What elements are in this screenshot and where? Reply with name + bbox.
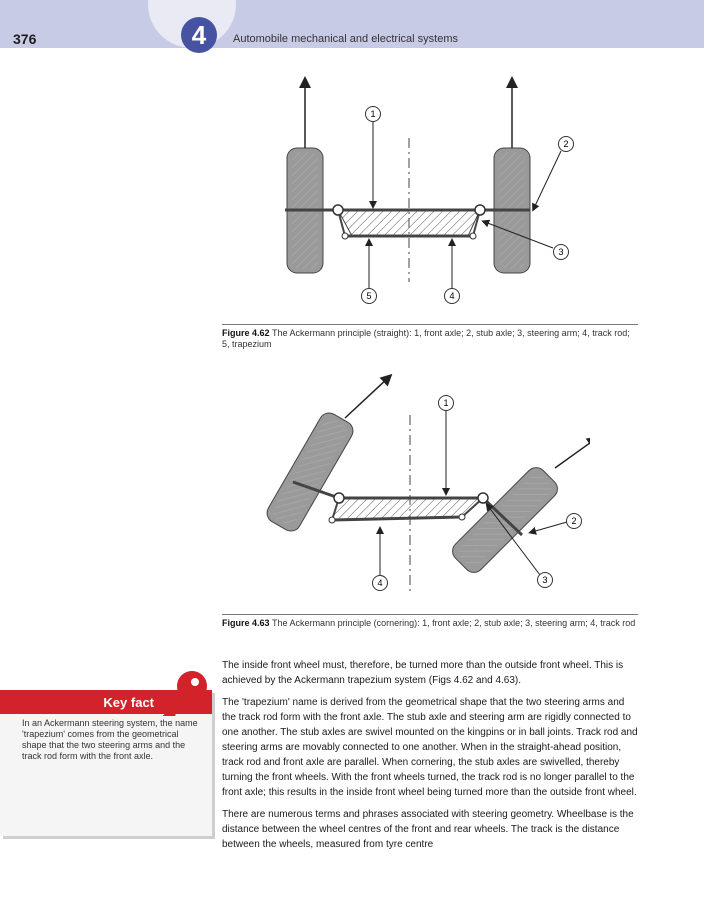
key-fact-text: In an Ackermann steering system, the name 'trapezium' comes from the geometrical shape that the two steering arms and the track rod form with the front axle. — [22, 718, 198, 761]
callout-3: 3 — [558, 247, 564, 257]
body-paragraph-2: The 'trapezium' name is derived from the geometrical shape that the two steering arms and the track rod form with the front axle. The stub axle and steering arm are rigidly connected to one another. The stub axles are swivel mounted on the kingpins or in ball joints. Track rod and steering arms are movably connected to one another. When in the straight-ahead position, track rod and front axle are parallel. When cornering, the stub axles are swivelled, thereby turning the front wheels. With the front wheels turned, the track rod is no longer parallel to the front axle; this results in the inside front wheel being turned more than the outside front wheel. — [222, 697, 638, 798]
callout-4: 4 — [377, 578, 383, 588]
callout-1: 1 — [370, 109, 376, 119]
figure-4-63-caption — [222, 614, 638, 629]
track-rod-joint-right — [470, 233, 476, 239]
body-text — [222, 658, 640, 859]
figure-4-62-caption — [222, 324, 638, 350]
figure-4-63-label: Figure 4.63 — [222, 618, 270, 628]
leader-2 — [534, 151, 561, 208]
key-fact-title: Key fact — [103, 695, 154, 710]
track-rod-joint-right — [459, 514, 465, 520]
running-title: Automobile mechanical and electrical systems — [233, 33, 458, 45]
leader-2 — [532, 522, 567, 532]
callout-5: 5 — [366, 291, 372, 301]
direction-arrow-right — [555, 440, 590, 468]
kingpin-left — [333, 205, 343, 215]
callout-3: 3 — [542, 575, 548, 585]
track-rod-joint-left — [329, 517, 335, 523]
kingpin-right — [478, 493, 488, 503]
figure-4-62-diagram — [275, 68, 585, 313]
callout-4: 4 — [449, 291, 455, 301]
figure-4-62-caption-text: The Ackermann principle (straight): 1, front axle; 2, stub axle; 3, steering arm; 4, track rod; 5, trapezium — [222, 328, 630, 349]
kingpin-left — [334, 493, 344, 503]
figure-4-63-caption-text: The Ackermann principle (cornering): 1, front axle; 2, stub axle; 3, steering arm; 4, track rod — [272, 618, 636, 628]
figure-4-63-diagram — [255, 368, 590, 600]
body-paragraph-3: There are numerous terms and phrases associated with steering geometry. Wheelbase is the distance between the wheel centres of the front and rear wheels. The track is the distance between the wheels, measured from tyre centre — [222, 809, 634, 850]
figure-4-62-label: Figure 4.62 — [222, 328, 270, 338]
body-paragraph-1: The inside front wheel must, therefore, be turned more than the outside front wheel. This is achieved by the Ackermann trapezium system (Figs 4.62 and 4.63). — [222, 660, 624, 686]
chapter-badge: 4 — [181, 17, 217, 53]
page-number: 376 — [13, 31, 37, 47]
key-icon — [152, 668, 210, 716]
callout-2: 2 — [571, 516, 577, 526]
kingpin-right — [475, 205, 485, 215]
direction-arrow-left — [345, 378, 388, 418]
callout-1: 1 — [443, 398, 449, 408]
trapezium — [338, 210, 480, 236]
track-rod-joint-left — [342, 233, 348, 239]
callout-2: 2 — [563, 139, 569, 149]
